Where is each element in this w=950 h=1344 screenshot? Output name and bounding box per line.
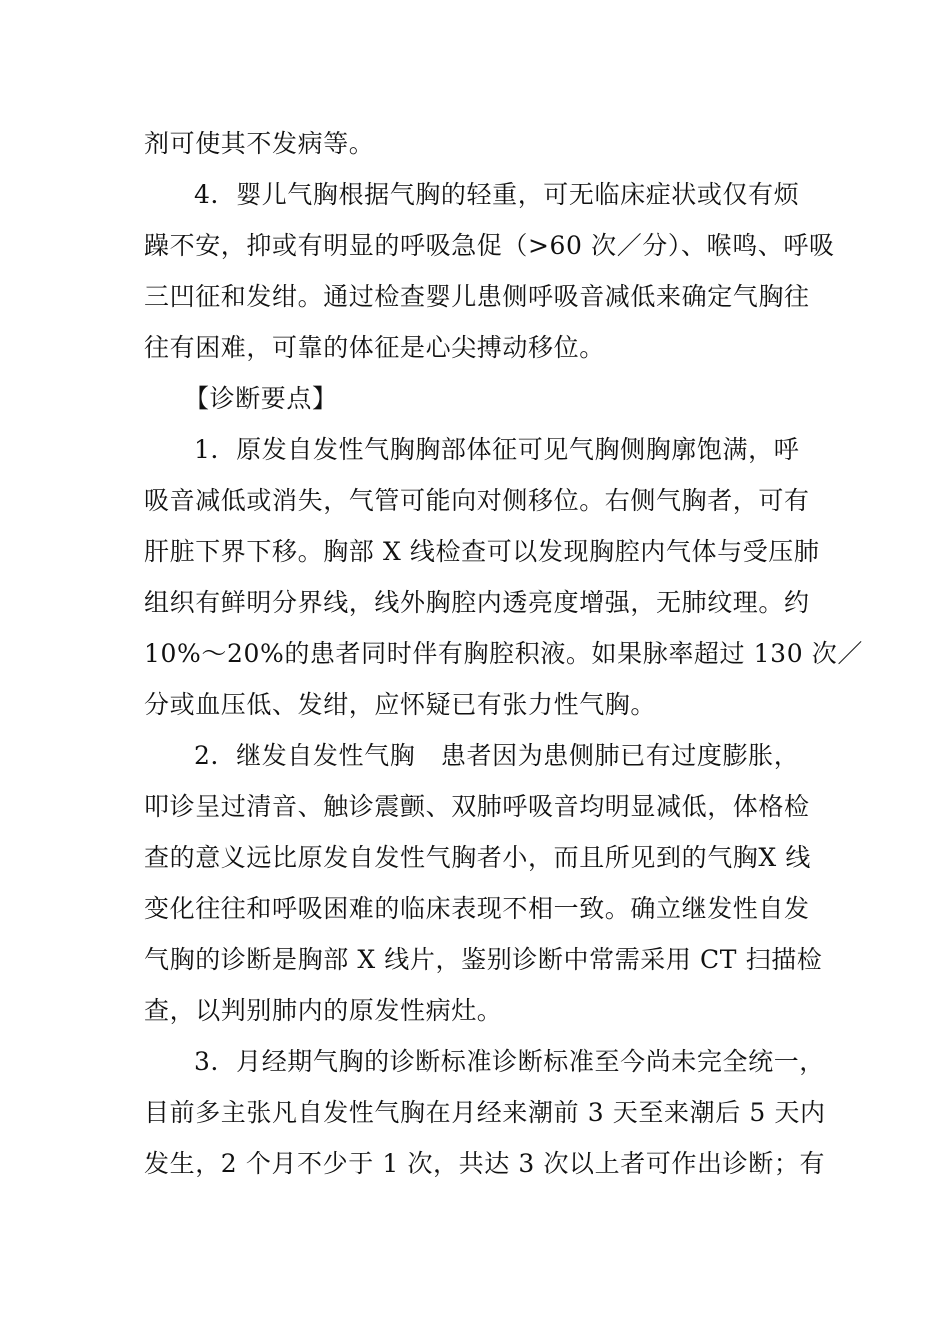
text-line: 气胸的诊断是胸部 X 线片，鉴别诊断中常需采用 CT 扫描检 (144, 945, 823, 974)
text-line: 三凹征和发绀。通过检查婴儿患侧呼吸音减低来确定气胸往 (144, 282, 810, 311)
text-line: 肝脏下界下移。胸部 X 线检查可以发现胸腔内气体与受压肺 (144, 537, 820, 566)
paragraph-2-start: 2．继发自发性气胸 患者因为患侧肺已有过度膨胀， (194, 741, 800, 770)
text-line: 剂可使其不发病等。 (144, 129, 375, 158)
text-line: 叩诊呈过清音、触诊震颤、双肺呼吸音均明显减低，体格检 (144, 792, 810, 821)
text-line: 查的意义远比原发自发性气胸者小，而且所见到的气胸X 线 (144, 843, 811, 872)
text-line: 组织有鲜明分界线，线外胸腔内透亮度增强，无肺纹理。约 (144, 588, 810, 617)
paragraph-3-start: 3．月经期气胸的诊断标准诊断标准至今尚未完全统一， (194, 1047, 825, 1076)
text-line: 查，以判别肺内的原发性病灶。 (144, 996, 503, 1025)
paragraph-1-start: 1．原发自发性气胸胸部体征可见气胸侧胸廓饱满，呼 (194, 435, 800, 464)
section-heading: 【诊断要点】 (184, 384, 338, 413)
text-line: 分或血压低、发绀，应怀疑已有张力性气胸。 (144, 690, 657, 719)
paragraph-4-start: 4．婴儿气胸根据气胸的轻重，可无临床症状或仅有烦 (194, 180, 800, 209)
text-line: 目前多主张凡自发性气胸在月经来潮前 3 天至来潮后 5 天内 (144, 1098, 826, 1127)
text-line: 躁不安，抑或有明显的呼吸急促（>60 次／分）、喉鸣、呼吸 (144, 231, 835, 260)
text-line: 变化往往和呼吸困难的临床表现不相一致。确立继发性自发 (144, 894, 810, 923)
text-line: 往有困难，可靠的体征是心尖搏动移位。 (144, 333, 605, 362)
text-line: 发生，2 个月不少于 1 次，共达 3 次以上者可作出诊断；有 (144, 1149, 826, 1178)
text-line: 10%～20%的患者同时伴有胸腔积液。如果脉率超过 130 次／ (144, 639, 863, 668)
text-line: 吸音减低或消失，气管可能向对侧移位。右侧气胸者，可有 (144, 486, 810, 515)
